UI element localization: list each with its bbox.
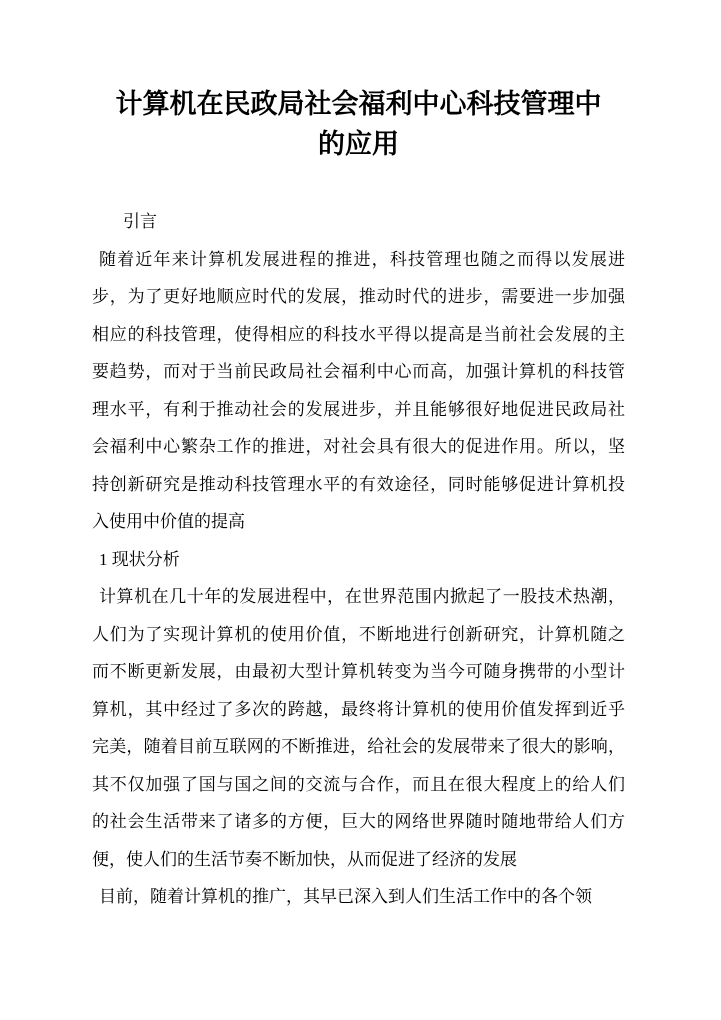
title-line-2: 的应用 [318, 129, 399, 159]
text-line: 其不仅加强了国与国之间的交流与合作，而且在很大程度上的给人们 [92, 774, 625, 794]
text-line: 随着近年来计算机发展进程的推进，科技管理也随之而得以发展进 [99, 249, 625, 269]
text-line: 要趋势，而对于当前民政局社会福利中心而高，加强计算机的科技管 [92, 362, 625, 381]
text-line: 便，使人们的生活节奏不断加快，从而促进了经济的发展 [92, 849, 517, 869]
text-line: 会福利中心繁杂工作的推进，对社会具有很大的促进作用。所以，坚 [92, 437, 625, 456]
document-body [92, 203, 625, 916]
text-line: 计算机在几十年的发展进程中，在世界范围内掀起了一股技术热潮， [99, 587, 625, 606]
text-line: 目前，随着计算机的推广，其早已深入到人们生活工作中的各个领 [99, 887, 592, 906]
text-line: 相应的科技管理，使得相应的科技水平得以提高是当前社会发展的主 [92, 324, 625, 344]
text-line: 算机，其中经过了多次的跨越，最终将计算机的使用价值发挥到近乎 [92, 699, 625, 719]
text-line: 完美，随着目前互联网的不断推进，给社会的发展带来了很大的影响， [92, 737, 625, 756]
text-line: 入使用中价值的提高 [92, 512, 245, 531]
text-line: 人们为了实现计算机的使用价值，不断地进行创新研究，计算机随之 [92, 624, 625, 644]
text-line: 而不断更新发展，由最初大型计算机转变为当今可随身携带的小型计 [92, 662, 625, 681]
title-line-1: 计算机在民政局社会福利中心科技管理中 [115, 89, 602, 119]
text-line: 理水平，有利于推动社会的发展进步，并且能够很好地促进民政局社 [92, 399, 625, 419]
section-label: 引言 [123, 212, 157, 231]
text-line: 持创新研究是推动科技管理水平的有效途径，同时能够促进计算机投 [92, 474, 625, 494]
text-line: 的社会生活带来了诸多的方便，巨大的网络世界随时随地带给人们方 [92, 812, 625, 831]
document-content [92, 0, 625, 916]
document-title [92, 84, 625, 164]
section-label: 1 现状分析 [99, 549, 180, 569]
text-line: 步，为了更好地顺应时代的发展，推动时代的进步，需要进一步加强 [92, 287, 625, 306]
